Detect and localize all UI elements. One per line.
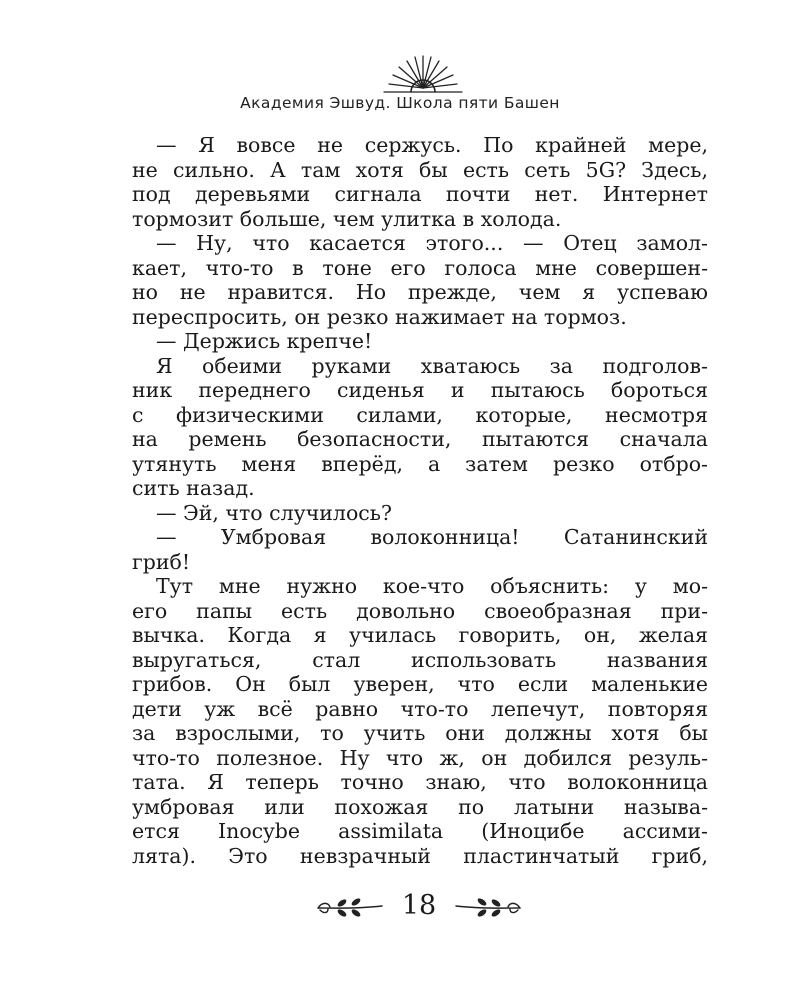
text-line: переспросить, он резко нажимает на тормоз. (132, 304, 627, 329)
text-line: умбровая или похожая по латыни называ- (132, 794, 708, 819)
text-line: вычка. Когда я училась говорить, он, желая (132, 623, 708, 647)
text-line: его папы есть довольно своеобразная при- (132, 598, 708, 623)
text-line: Тут мне нужно кое-что объяснить: у мо- (156, 574, 708, 598)
text-line: ник переднего сиденья и пытаюсь бороться (132, 378, 708, 402)
text-line: гриб! (132, 549, 191, 574)
text-line: с физическими силами, которые, несмотря (132, 402, 708, 427)
text-line: — Эй, что случилось? (156, 500, 392, 525)
text-line: тата. Я теперь точно знаю, что волоконница (132, 770, 708, 794)
text-line: но не нравится. Но прежде, чем я успеваю (132, 280, 708, 304)
text-line: на ремень безопасности, пытаются сначала (132, 427, 708, 451)
text-line: Я обеими руками хватаюсь за подголов- (156, 353, 708, 378)
text-line: утянуть меня вперёд, а затем резко отбро- (132, 451, 708, 476)
text-line: под деревьями сигнала почти нет. Интернет (132, 182, 708, 206)
running-header: Академия Эшвуд. Школа пяти Башен (240, 94, 560, 112)
text-line: — Умбровая волоконница! Сатанинский (156, 525, 708, 549)
body-text (132, 133, 708, 868)
text-line: — Ну, что касается этого... — Отец замол- (156, 231, 708, 255)
text-line: не сильно. А там хотя бы есть сеть 5G? Здесь, (132, 157, 708, 182)
text-line: сить назад. (132, 476, 255, 500)
text-line: грибов. Он был уверен, что если маленькие (132, 672, 708, 696)
page-number: 18 (401, 890, 437, 921)
text-line: что-то полезное. Ну что ж, он добился резуль- (132, 745, 708, 770)
text-line: — Держись крепче! (156, 329, 373, 353)
text-line: — Я вовсе не сержусь. По крайней мере, (156, 133, 708, 157)
text-line: выругаться, стал использовать названия (132, 647, 708, 672)
leaf-vine-icon (316, 894, 384, 920)
text-line: кает, что-то в тоне его голоса мне совершен- (132, 255, 708, 280)
page-footer (0, 888, 800, 928)
text-line: ется Inocybe assimilata (Иноцибе ассими- (132, 819, 708, 843)
leaf-vine-icon (454, 894, 522, 920)
sun-rays-icon (380, 52, 466, 100)
text-line: за взрослыми, то учить они должны хотя бы (132, 721, 708, 745)
text-line: дети уж всё равно что-то лепечут, повторяя (132, 696, 708, 721)
text-line: тормозит больше, чем улитка в холода. (132, 206, 562, 231)
text-line: лята). Это невзрачный пластинчатый гриб, (132, 843, 708, 868)
